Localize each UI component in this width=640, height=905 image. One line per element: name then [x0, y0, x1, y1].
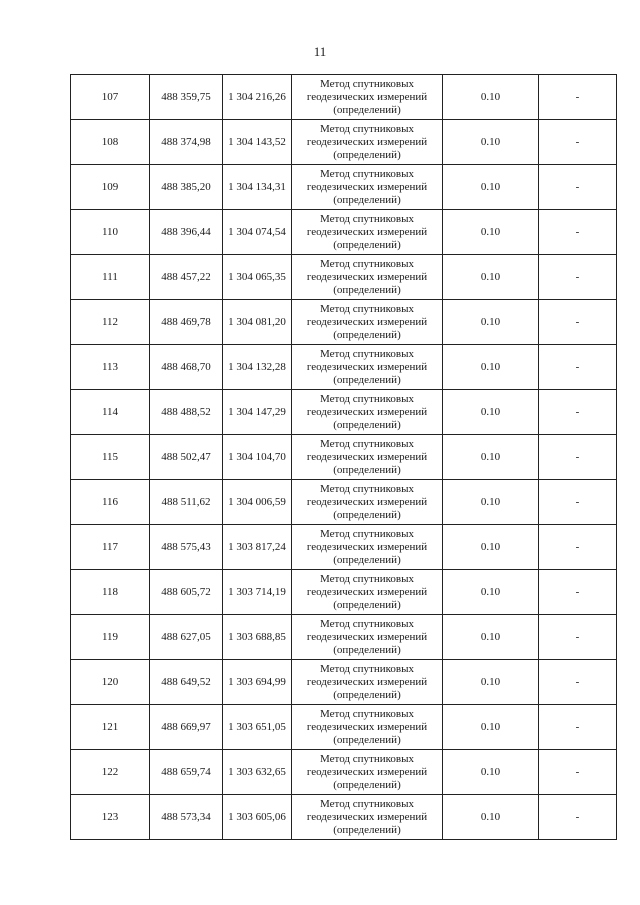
- point-number-cell: 121: [71, 705, 150, 750]
- method-cell: [292, 75, 443, 120]
- table-row: [71, 570, 617, 615]
- method-cell: [292, 660, 443, 705]
- coordinates-table-body: [71, 75, 617, 840]
- method-line: геодезических измерений: [306, 180, 428, 193]
- description-cell: -: [539, 750, 617, 795]
- x-coordinate-cell: 488 575,43: [150, 525, 223, 570]
- method-line: (определений): [333, 643, 401, 656]
- accuracy-cell: 0.10: [443, 660, 539, 705]
- table-row: [71, 660, 617, 705]
- accuracy-cell: 0.10: [443, 615, 539, 660]
- method-line: Метод спутниковых: [320, 302, 414, 315]
- table-row: [71, 75, 617, 120]
- method-line: Метод спутниковых: [320, 707, 414, 720]
- table-row: [71, 750, 617, 795]
- method-line: геодезических измерений: [306, 315, 428, 328]
- method-line: (определений): [333, 373, 401, 386]
- method-line: (определений): [333, 778, 401, 791]
- method-line: Метод спутниковых: [320, 482, 414, 495]
- description-cell: -: [539, 210, 617, 255]
- table-row: [71, 525, 617, 570]
- table-row: [71, 120, 617, 165]
- accuracy-cell: 0.10: [443, 480, 539, 525]
- method-cell: [292, 255, 443, 300]
- method-line: Метод спутниковых: [320, 167, 414, 180]
- method-line: геодезических измерений: [306, 765, 428, 778]
- accuracy-cell: 0.10: [443, 525, 539, 570]
- description-cell: -: [539, 795, 617, 840]
- y-coordinate-cell: 1 303 694,99: [223, 660, 292, 705]
- method-line: Метод спутниковых: [320, 617, 414, 630]
- method-line: (определений): [333, 103, 401, 116]
- method-line: (определений): [333, 508, 401, 521]
- coordinates-table: [70, 74, 617, 840]
- table-row: [71, 345, 617, 390]
- point-number-cell: 108: [71, 120, 150, 165]
- y-coordinate-cell: 1 303 632,65: [223, 750, 292, 795]
- method-cell: [292, 300, 443, 345]
- accuracy-cell: 0.10: [443, 435, 539, 480]
- method-line: (определений): [333, 238, 401, 251]
- method-cell: [292, 480, 443, 525]
- point-number-cell: 115: [71, 435, 150, 480]
- method-line: геодезических измерений: [306, 585, 428, 598]
- accuracy-cell: 0.10: [443, 390, 539, 435]
- method-cell: [292, 570, 443, 615]
- page-number: 11: [313, 44, 327, 59]
- description-cell: -: [539, 120, 617, 165]
- description-cell: -: [539, 300, 617, 345]
- method-line: геодезических измерений: [306, 225, 428, 238]
- accuracy-cell: 0.10: [443, 75, 539, 120]
- table-row: [71, 615, 617, 660]
- x-coordinate-cell: 488 457,22: [150, 255, 223, 300]
- x-coordinate-cell: 488 385,20: [150, 165, 223, 210]
- method-line: (определений): [333, 823, 401, 836]
- accuracy-cell: 0.10: [443, 705, 539, 750]
- description-cell: -: [539, 345, 617, 390]
- method-line: геодезических измерений: [306, 405, 428, 418]
- table-row: [71, 300, 617, 345]
- method-cell: [292, 345, 443, 390]
- method-line: Метод спутниковых: [320, 797, 414, 810]
- method-line: геодезических измерений: [306, 630, 428, 643]
- description-cell: -: [539, 525, 617, 570]
- table-row: [71, 435, 617, 480]
- table-row: [71, 165, 617, 210]
- point-number-cell: 123: [71, 795, 150, 840]
- method-line: (определений): [333, 463, 401, 476]
- accuracy-cell: 0.10: [443, 795, 539, 840]
- method-cell: [292, 795, 443, 840]
- method-cell: [292, 615, 443, 660]
- method-line: (определений): [333, 193, 401, 206]
- table-row: [71, 390, 617, 435]
- description-cell: -: [539, 705, 617, 750]
- method-line: Метод спутниковых: [320, 662, 414, 675]
- method-cell: [292, 210, 443, 255]
- y-coordinate-cell: 1 304 132,28: [223, 345, 292, 390]
- description-cell: -: [539, 435, 617, 480]
- point-number-cell: 116: [71, 480, 150, 525]
- method-line: (определений): [333, 733, 401, 746]
- accuracy-cell: 0.10: [443, 750, 539, 795]
- accuracy-cell: 0.10: [443, 210, 539, 255]
- x-coordinate-cell: 488 573,34: [150, 795, 223, 840]
- method-line: Метод спутниковых: [320, 347, 414, 360]
- table-row: [71, 255, 617, 300]
- method-line: Метод спутниковых: [320, 122, 414, 135]
- point-number-cell: 122: [71, 750, 150, 795]
- y-coordinate-cell: 1 303 714,19: [223, 570, 292, 615]
- point-number-cell: 120: [71, 660, 150, 705]
- method-line: геодезических измерений: [306, 135, 428, 148]
- x-coordinate-cell: 488 649,52: [150, 660, 223, 705]
- y-coordinate-cell: 1 304 104,70: [223, 435, 292, 480]
- method-cell: [292, 120, 443, 165]
- method-line: геодезических измерений: [306, 495, 428, 508]
- point-number-cell: 109: [71, 165, 150, 210]
- method-line: Метод спутниковых: [320, 257, 414, 270]
- method-line: (определений): [333, 148, 401, 161]
- x-coordinate-cell: 488 468,70: [150, 345, 223, 390]
- accuracy-cell: 0.10: [443, 300, 539, 345]
- point-number-cell: 110: [71, 210, 150, 255]
- method-line: Метод спутниковых: [320, 392, 414, 405]
- description-cell: -: [539, 615, 617, 660]
- y-coordinate-cell: 1 303 605,06: [223, 795, 292, 840]
- description-cell: -: [539, 165, 617, 210]
- method-cell: [292, 705, 443, 750]
- description-cell: -: [539, 660, 617, 705]
- method-line: геодезических измерений: [306, 270, 428, 283]
- y-coordinate-cell: 1 304 134,31: [223, 165, 292, 210]
- method-cell: [292, 525, 443, 570]
- method-line: геодезических измерений: [306, 810, 428, 823]
- accuracy-cell: 0.10: [443, 570, 539, 615]
- y-coordinate-cell: 1 304 074,54: [223, 210, 292, 255]
- method-line: (определений): [333, 418, 401, 431]
- method-line: (определений): [333, 328, 401, 341]
- table-row: [71, 210, 617, 255]
- y-coordinate-cell: 1 304 143,52: [223, 120, 292, 165]
- y-coordinate-cell: 1 303 817,24: [223, 525, 292, 570]
- x-coordinate-cell: 488 669,97: [150, 705, 223, 750]
- method-line: Метод спутниковых: [320, 752, 414, 765]
- y-coordinate-cell: 1 303 688,85: [223, 615, 292, 660]
- method-cell: [292, 165, 443, 210]
- table-row: [71, 480, 617, 525]
- method-line: Метод спутниковых: [320, 572, 414, 585]
- table-row: [71, 795, 617, 840]
- method-line: геодезических измерений: [306, 450, 428, 463]
- point-number-cell: 118: [71, 570, 150, 615]
- point-number-cell: 111: [71, 255, 150, 300]
- x-coordinate-cell: 488 511,62: [150, 480, 223, 525]
- table-row: [71, 705, 617, 750]
- method-line: геодезических измерений: [306, 90, 428, 103]
- method-cell: [292, 390, 443, 435]
- description-cell: -: [539, 75, 617, 120]
- method-line: (определений): [333, 553, 401, 566]
- point-number-cell: 119: [71, 615, 150, 660]
- accuracy-cell: 0.10: [443, 120, 539, 165]
- description-cell: -: [539, 390, 617, 435]
- x-coordinate-cell: 488 488,52: [150, 390, 223, 435]
- description-cell: -: [539, 255, 617, 300]
- point-number-cell: 113: [71, 345, 150, 390]
- method-line: геодезических измерений: [306, 360, 428, 373]
- y-coordinate-cell: 1 304 081,20: [223, 300, 292, 345]
- method-line: (определений): [333, 598, 401, 611]
- x-coordinate-cell: 488 502,47: [150, 435, 223, 480]
- method-line: (определений): [333, 283, 401, 296]
- y-coordinate-cell: 1 304 006,59: [223, 480, 292, 525]
- method-cell: [292, 750, 443, 795]
- method-cell: [292, 435, 443, 480]
- point-number-cell: 107: [71, 75, 150, 120]
- accuracy-cell: 0.10: [443, 255, 539, 300]
- description-cell: -: [539, 480, 617, 525]
- x-coordinate-cell: 488 396,44: [150, 210, 223, 255]
- method-line: геодезических измерений: [306, 540, 428, 553]
- accuracy-cell: 0.10: [443, 165, 539, 210]
- method-line: геодезических измерений: [306, 675, 428, 688]
- x-coordinate-cell: 488 359,75: [150, 75, 223, 120]
- y-coordinate-cell: 1 304 216,26: [223, 75, 292, 120]
- method-line: Метод спутниковых: [320, 437, 414, 450]
- method-line: Метод спутниковых: [320, 527, 414, 540]
- point-number-cell: 114: [71, 390, 150, 435]
- description-cell: -: [539, 570, 617, 615]
- x-coordinate-cell: 488 374,98: [150, 120, 223, 165]
- x-coordinate-cell: 488 469,78: [150, 300, 223, 345]
- accuracy-cell: 0.10: [443, 345, 539, 390]
- method-line: геодезических измерений: [306, 720, 428, 733]
- y-coordinate-cell: 1 304 147,29: [223, 390, 292, 435]
- y-coordinate-cell: 1 304 065,35: [223, 255, 292, 300]
- method-line: (определений): [333, 688, 401, 701]
- method-line: Метод спутниковых: [320, 77, 414, 90]
- x-coordinate-cell: 488 659,74: [150, 750, 223, 795]
- y-coordinate-cell: 1 303 651,05: [223, 705, 292, 750]
- point-number-cell: 112: [71, 300, 150, 345]
- point-number-cell: 117: [71, 525, 150, 570]
- x-coordinate-cell: 488 605,72: [150, 570, 223, 615]
- method-line: Метод спутниковых: [320, 212, 414, 225]
- x-coordinate-cell: 488 627,05: [150, 615, 223, 660]
